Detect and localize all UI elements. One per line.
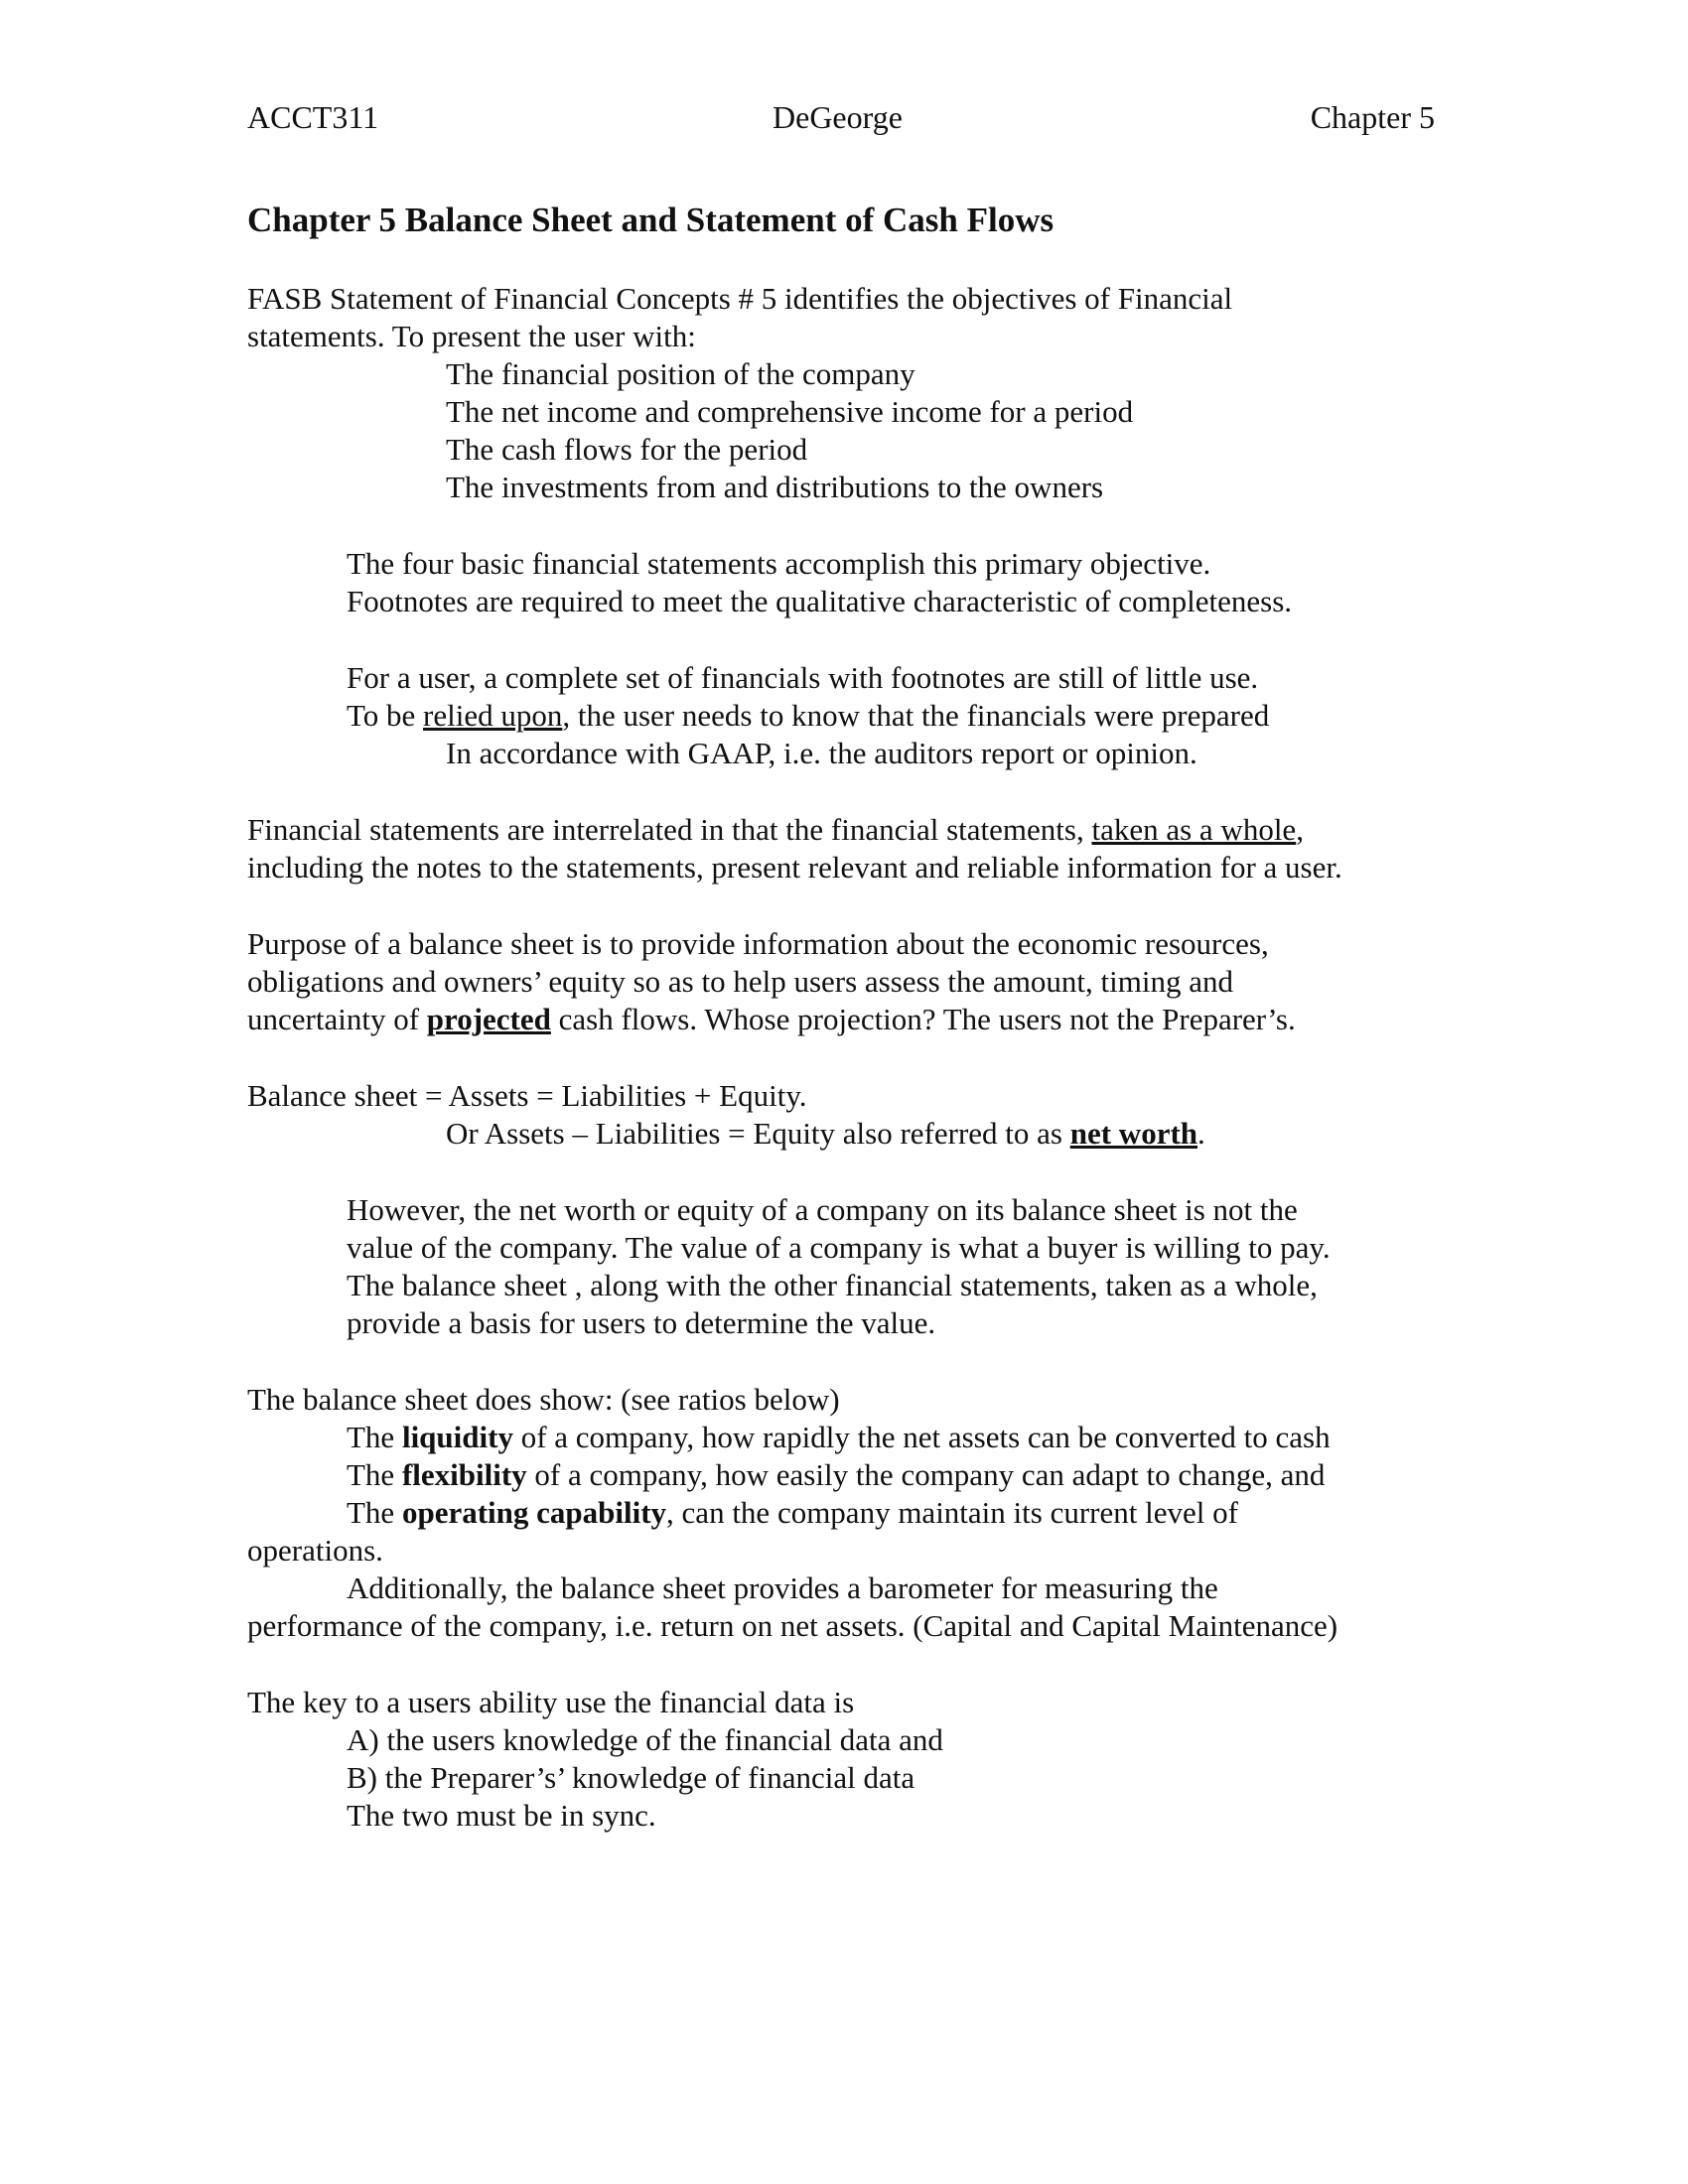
- text-run: .: [1197, 1116, 1205, 1151]
- bold-underlined-term: projected: [426, 1002, 551, 1036]
- basic-line-2: Footnotes are required to meet the qualitative characteristic of completeness.: [347, 584, 1293, 618]
- shows-additionally-2: performance of the company, i.e. return on net assets. (Capital and Capital Maintenance): [247, 1608, 1338, 1643]
- bold-term: operating capability: [401, 1495, 667, 1530]
- objective-item: The financial position of the company: [446, 356, 915, 391]
- text-run: Or Assets – Liabilities = Equity also referred to as: [446, 1116, 1070, 1151]
- objective-item: The investments from and distributions to the owners: [446, 470, 1104, 504]
- text-run: To be: [347, 698, 424, 733]
- purpose-line-2: obligations and owners’ equity so as to help users assess the amount, timing and: [247, 964, 1233, 999]
- bold-term: liquidity: [401, 1420, 513, 1454]
- purpose-line-1: Purpose of a balance sheet is to provide information about the economic resources,: [247, 926, 1269, 961]
- text-run: , can the company maintain its current level of: [666, 1495, 1238, 1530]
- text-run: The: [347, 1457, 402, 1492]
- text-run: ,: [1296, 812, 1304, 847]
- reliance-line-2: [347, 697, 1269, 735]
- text-run: uncertainty of: [247, 1002, 427, 1036]
- underlined-term: relied upon: [423, 698, 563, 733]
- equation-line-2: [446, 1115, 1205, 1153]
- text-run: cash flows. Whose projection? The users not the Preparer’s.: [550, 1002, 1296, 1036]
- intro-line-2: statements. To present the user with:: [247, 319, 696, 353]
- objective-item: The cash flows for the period: [446, 432, 808, 467]
- shows-additionally-1: Additionally, the balance sheet provides a barometer for measuring the: [347, 1570, 1218, 1605]
- text-run: The: [347, 1495, 402, 1530]
- header-chapter: Chapter 5: [1310, 99, 1435, 135]
- text-run: , the user needs to know that the financials were prepared: [562, 698, 1270, 733]
- shows-liquidity: [347, 1419, 1331, 1456]
- bold-term: flexibility: [401, 1457, 527, 1492]
- networth-line: The balance sheet , along with the other financial statements, taken as a whole,: [347, 1268, 1318, 1302]
- text-run: Financial statements are interrelated in that the financial statements,: [247, 812, 1092, 847]
- key-item-a: A) the users knowledge of the financial data and: [347, 1722, 943, 1757]
- intro-line-1: FASB Statement of Financial Concepts # 5 identifies the objectives of Financial: [247, 281, 1233, 316]
- text-run: of a company, how rapidly the net assets can be converted to cash: [512, 1420, 1331, 1454]
- shows-operating: [347, 1494, 1238, 1532]
- shows-operating-cont: operations.: [247, 1533, 383, 1568]
- key-item-b: B) the Preparer’s’ knowledge of financial data: [347, 1760, 915, 1795]
- reliance-line-3: In accordance with GAAP, i.e. the auditors report or opinion.: [446, 736, 1197, 770]
- networth-line: provide a basis for users to determine the value.: [347, 1305, 936, 1340]
- interrelated-line-1: [247, 811, 1304, 849]
- objective-item: The net income and comprehensive income for a period: [446, 394, 1134, 429]
- shows-line-1: The balance sheet does show: (see ratios below): [247, 1382, 840, 1417]
- reliance-line-1: For a user, a complete set of financials with footnotes are still of little use.: [347, 660, 1259, 695]
- purpose-line-3: [247, 1001, 1296, 1038]
- basic-line-1: The four basic financial statements accomplish this primary objective.: [347, 546, 1211, 581]
- shows-flexibility: [347, 1456, 1325, 1494]
- bold-underlined-term: net worth: [1069, 1116, 1198, 1151]
- equation-line-1: Balance sheet = Assets = Liabilities + Equity.: [247, 1078, 807, 1113]
- text-run: of a company, how easily the company can adapt to change, and: [526, 1457, 1326, 1492]
- header-instructor: DeGeorge: [773, 99, 903, 135]
- text-run: The: [347, 1420, 402, 1454]
- underlined-term: taken as a whole: [1091, 812, 1297, 847]
- page-title: Chapter 5 Balance Sheet and Statement of Cash Flows: [247, 201, 1055, 239]
- networth-line: However, the net worth or equity of a company on its balance sheet is not the: [347, 1192, 1298, 1227]
- key-sync: The two must be in sync.: [347, 1798, 656, 1833]
- key-line-1: The key to a users ability use the financial data is: [247, 1685, 855, 1719]
- header-course-code: ACCT311: [247, 99, 379, 135]
- interrelated-line-2: including the notes to the statements, present relevant and reliable information for a user.: [247, 850, 1342, 885]
- networth-line: value of the company. The value of a company is what a buyer is willing to pay.: [347, 1230, 1331, 1265]
